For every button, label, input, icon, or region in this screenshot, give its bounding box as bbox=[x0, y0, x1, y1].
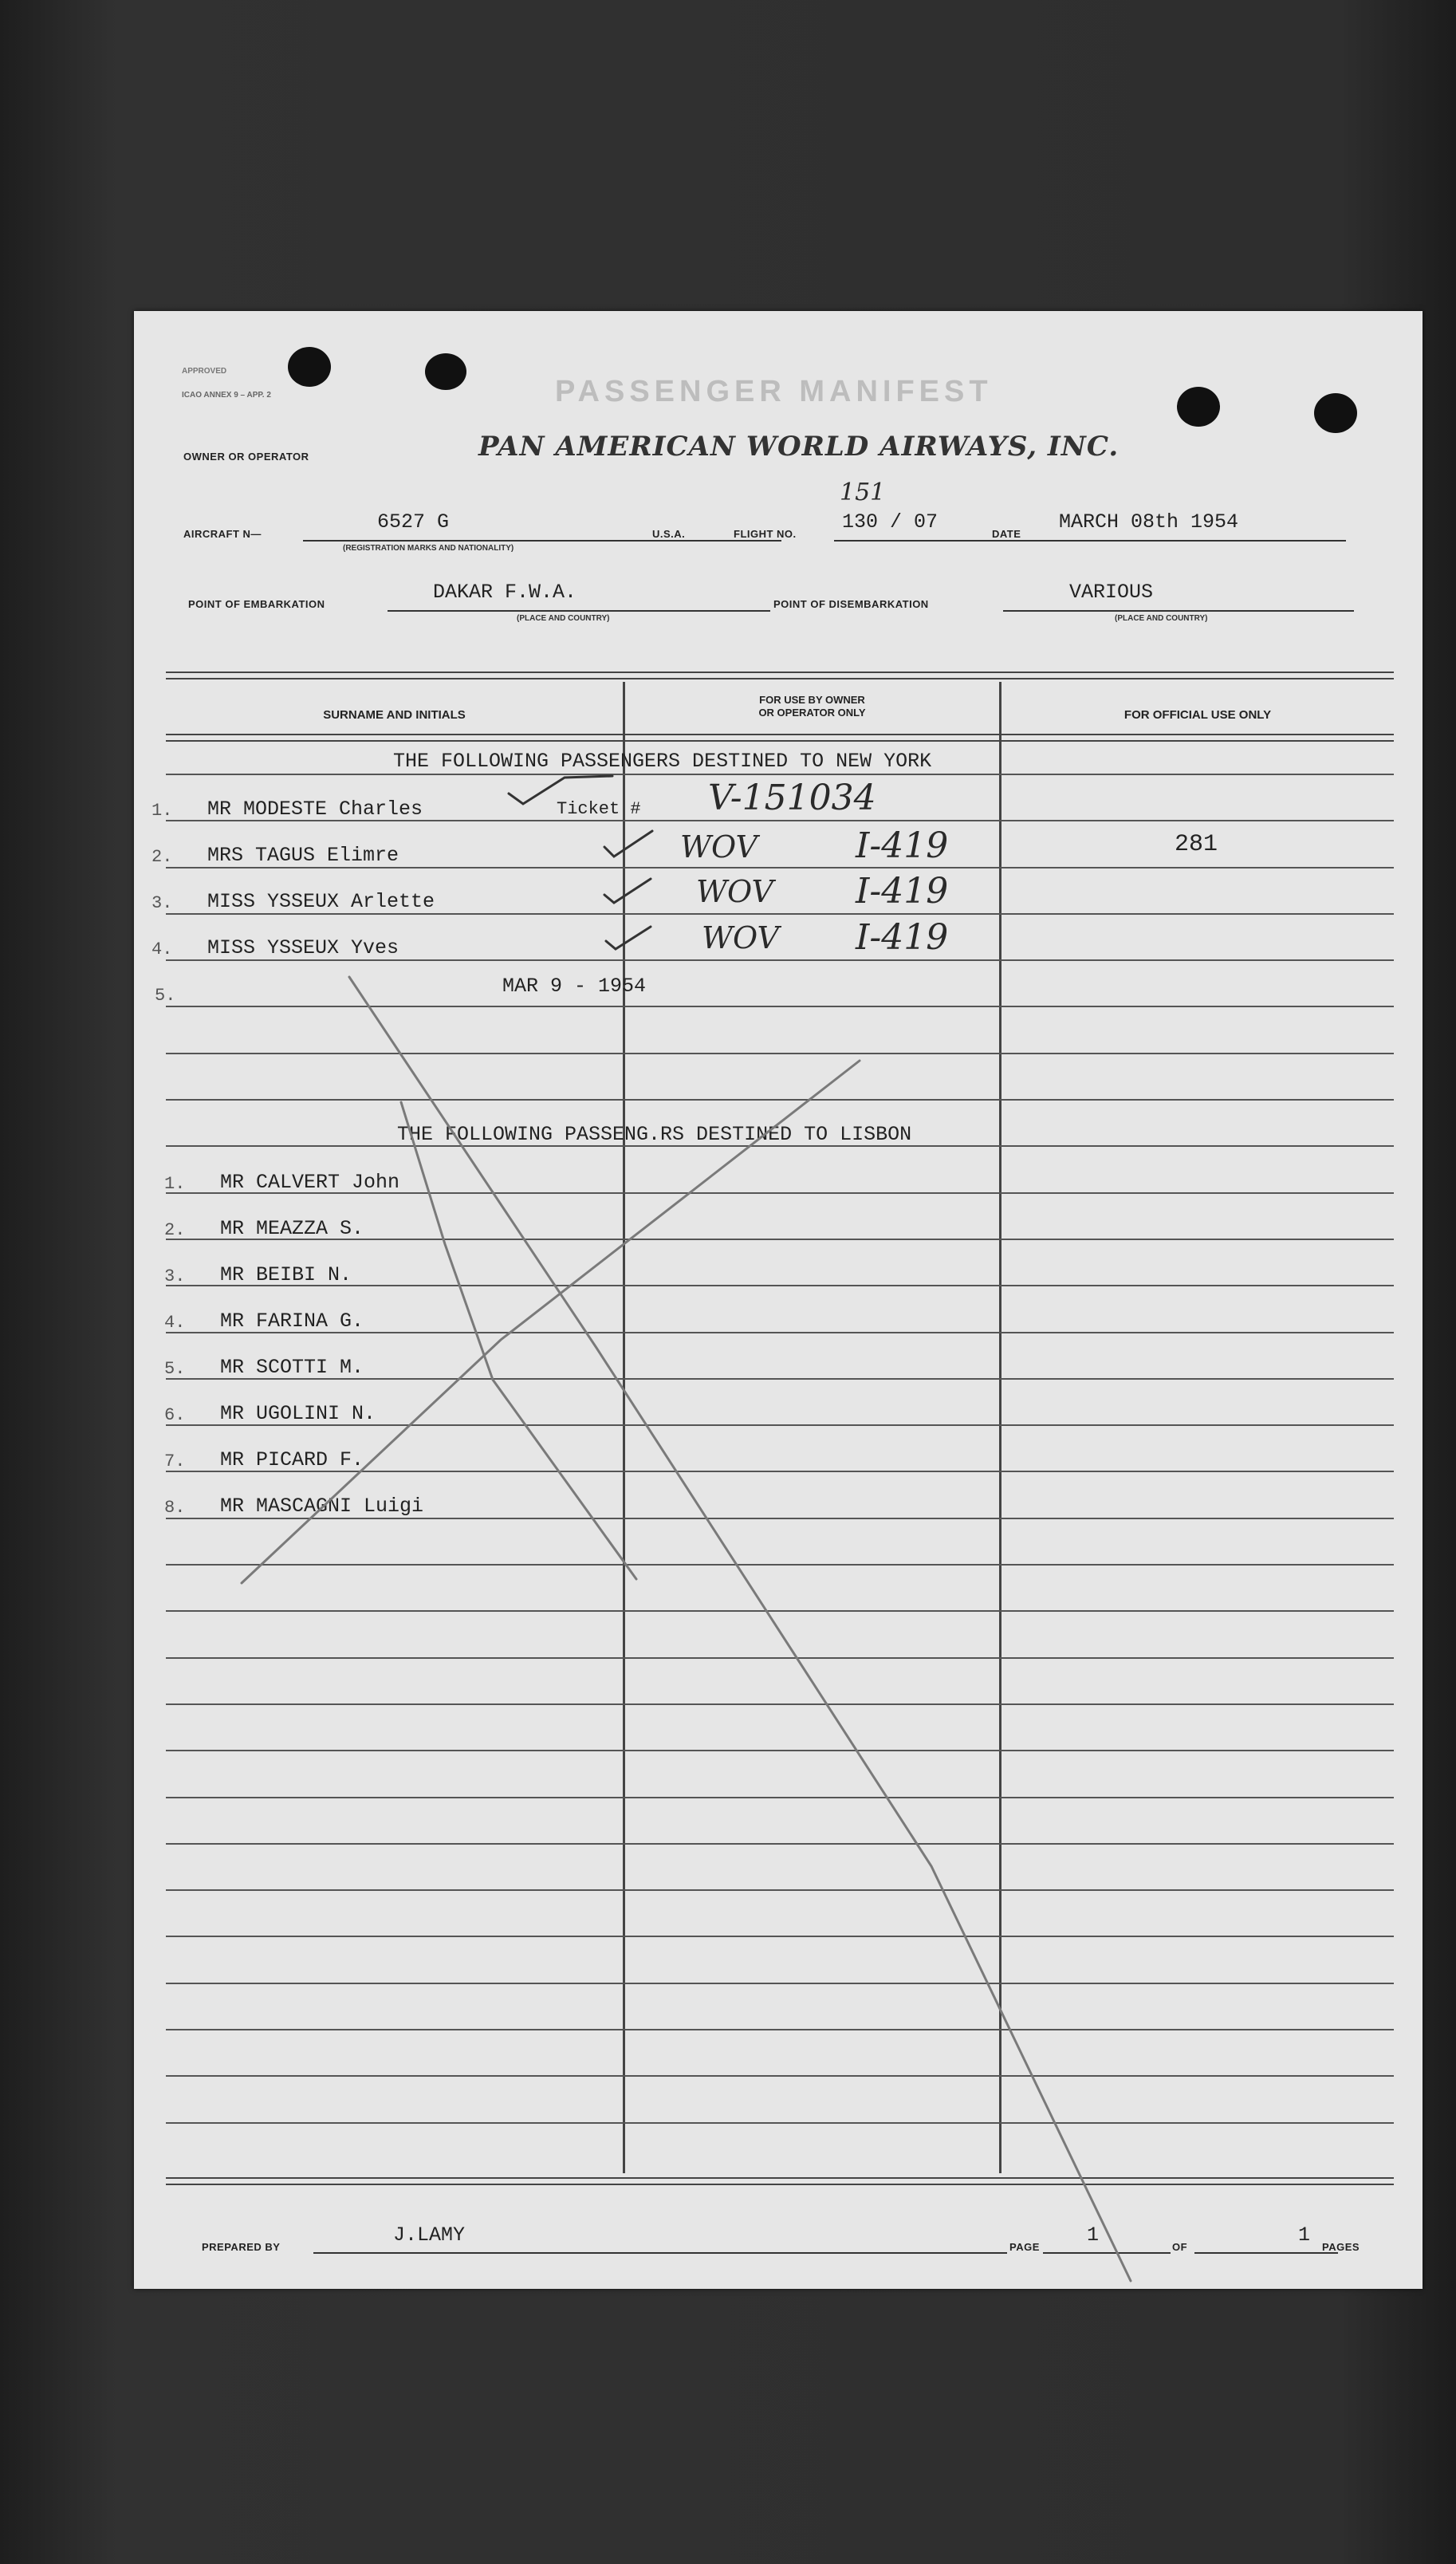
ruled-line bbox=[166, 1053, 1394, 1054]
owner-label: OWNER OR OPERATOR bbox=[183, 451, 309, 463]
operator-note: Ticket # bbox=[557, 799, 641, 819]
row-number: 8. bbox=[164, 1498, 186, 1518]
approved-note-2: ICAO ANNEX 9 – APP. 2 bbox=[182, 391, 271, 400]
passenger-name: MR UGOLINI N. bbox=[220, 1402, 376, 1425]
col-official-header: FOR OFFICIAL USE ONLY bbox=[1123, 708, 1272, 722]
row-number: 5. bbox=[164, 1359, 186, 1379]
ruled-line bbox=[166, 1983, 1394, 1984]
page-label: PAGE bbox=[1009, 2241, 1040, 2253]
row-number: 7. bbox=[164, 1451, 186, 1471]
date-label: DATE bbox=[992, 528, 1021, 540]
ruled-line bbox=[166, 1099, 1394, 1101]
ruled-line bbox=[166, 1518, 1394, 1519]
group-lisbon-heading: THE FOLLOWING PASSENG.RS DESTINED TO LISBON bbox=[397, 1123, 912, 1146]
operator-note: WOV bbox=[696, 874, 773, 909]
row-number: 3. bbox=[164, 1266, 186, 1286]
row-number: 3. bbox=[152, 893, 173, 913]
aircraft-value: 6527 G bbox=[377, 510, 450, 534]
disembark-value: VARIOUS bbox=[1069, 581, 1154, 604]
col-owner-header-2: OR OPERATOR ONLY bbox=[758, 707, 866, 719]
ticket-number: V-151034 bbox=[708, 778, 876, 818]
punch-hole bbox=[425, 353, 466, 390]
ticket-number: I-419 bbox=[856, 917, 949, 958]
checkmark bbox=[606, 927, 651, 949]
passenger-name: MISS YSSEUX Arlette bbox=[207, 890, 435, 913]
checkmark bbox=[604, 879, 651, 903]
ruled-line bbox=[166, 1564, 1394, 1566]
passenger-name: MR MODESTE Charles bbox=[207, 798, 423, 821]
usa-label: U.S.A. bbox=[652, 528, 686, 540]
ruled-line bbox=[166, 867, 1394, 868]
ruled-line bbox=[166, 1750, 1394, 1751]
ruled-line bbox=[166, 1703, 1394, 1705]
passenger-name: MRS TAGUS Elimre bbox=[207, 844, 399, 867]
passenger-name: MR BEIBI N. bbox=[220, 1263, 352, 1286]
ruled-line bbox=[166, 1797, 1394, 1798]
ruled-line bbox=[166, 959, 1394, 961]
col-surname-header: SURNAME AND INITIALS bbox=[323, 708, 466, 722]
company-name: PAN AMERICAN WORLD AIRWAYS, INC. bbox=[478, 431, 1120, 463]
row-number: 1. bbox=[152, 801, 173, 821]
aircraft-label: AIRCRAFT N— bbox=[183, 528, 262, 540]
form-title: PASSENGER MANIFEST bbox=[555, 375, 993, 408]
ruled-line bbox=[166, 2075, 1394, 2077]
registration-note: (REGISTRATION MARKS AND NATIONALITY) bbox=[343, 544, 514, 553]
flight-value: 130 / 07 bbox=[842, 510, 939, 534]
ruled-line bbox=[166, 913, 1394, 915]
flight-label: FLIGHT NO. bbox=[734, 528, 797, 540]
approved-note: APPROVED bbox=[182, 367, 227, 376]
row-number: 4. bbox=[152, 939, 173, 959]
group-ny-heading: THE FOLLOWING PASSENGERS DESTINED TO NEW YORK bbox=[393, 750, 932, 773]
passenger-name: MR FARINA G. bbox=[220, 1310, 364, 1333]
row-number: 6. bbox=[164, 1405, 186, 1425]
row-number: 5. bbox=[155, 986, 176, 1006]
ruled-line bbox=[166, 1889, 1394, 1891]
col-owner-header-1: FOR USE BY OWNER bbox=[759, 694, 865, 706]
pages-label: PAGES bbox=[1322, 2241, 1360, 2253]
row-number: 4. bbox=[164, 1313, 186, 1333]
of-label: OF bbox=[1172, 2241, 1188, 2253]
ruled-line bbox=[166, 1610, 1394, 1612]
passenger-name: MR MEAZZA S. bbox=[220, 1217, 364, 1240]
embark-value: DAKAR F.W.A. bbox=[433, 581, 577, 604]
of-value: 1 bbox=[1298, 2223, 1311, 2247]
checkmark bbox=[604, 831, 652, 857]
ticket-number: I-419 bbox=[856, 825, 949, 866]
operator-note: WOV bbox=[702, 920, 779, 955]
ruled-line bbox=[166, 774, 1394, 775]
received-stamp: MAR 9 - 1954 bbox=[502, 975, 647, 998]
passenger-name: MR CALVERT John bbox=[220, 1171, 400, 1194]
place-note: (PLACE AND COUNTRY) bbox=[517, 614, 610, 623]
disembark-label: POINT OF DISEMBARKATION bbox=[773, 598, 929, 610]
row-number: 2. bbox=[152, 847, 173, 867]
ruled-line bbox=[166, 1843, 1394, 1845]
official-value: 281 bbox=[1175, 831, 1218, 858]
ruled-line bbox=[166, 2122, 1394, 2124]
ticket-number: I-419 bbox=[856, 871, 949, 912]
punch-hole bbox=[1177, 387, 1220, 427]
passenger-name: MR PICARD F. bbox=[220, 1448, 364, 1471]
ruled-line bbox=[166, 1006, 1394, 1007]
pencil-stroke-long bbox=[349, 977, 1131, 2281]
embark-label: POINT OF EMBARKATION bbox=[188, 598, 325, 610]
manifest-sheet bbox=[134, 311, 1423, 2289]
flight-correction: 151 bbox=[840, 479, 886, 506]
ruled-line bbox=[166, 1936, 1394, 1937]
ruled-line bbox=[166, 2029, 1394, 2030]
row-number: 2. bbox=[164, 1220, 186, 1240]
place-note-2: (PLACE AND COUNTRY) bbox=[1115, 614, 1208, 623]
punch-hole bbox=[1314, 393, 1357, 433]
row-number: 1. bbox=[164, 1174, 186, 1194]
prepared-value: J.LAMY bbox=[393, 2223, 466, 2247]
prepared-label: PREPARED BY bbox=[202, 2241, 281, 2253]
operator-note: WOV bbox=[680, 829, 758, 865]
page-value: 1 bbox=[1087, 2223, 1100, 2247]
passenger-name: MR SCOTTI M. bbox=[220, 1356, 364, 1379]
pencil-stroke-loop bbox=[401, 1102, 636, 1579]
date-value: MARCH 08th 1954 bbox=[1059, 510, 1239, 534]
passenger-name: MISS YSSEUX Yves bbox=[207, 936, 399, 959]
ruled-line bbox=[166, 1657, 1394, 1659]
passenger-name: MR MASCAGNI Luigi bbox=[220, 1495, 424, 1518]
punch-hole bbox=[288, 347, 331, 387]
